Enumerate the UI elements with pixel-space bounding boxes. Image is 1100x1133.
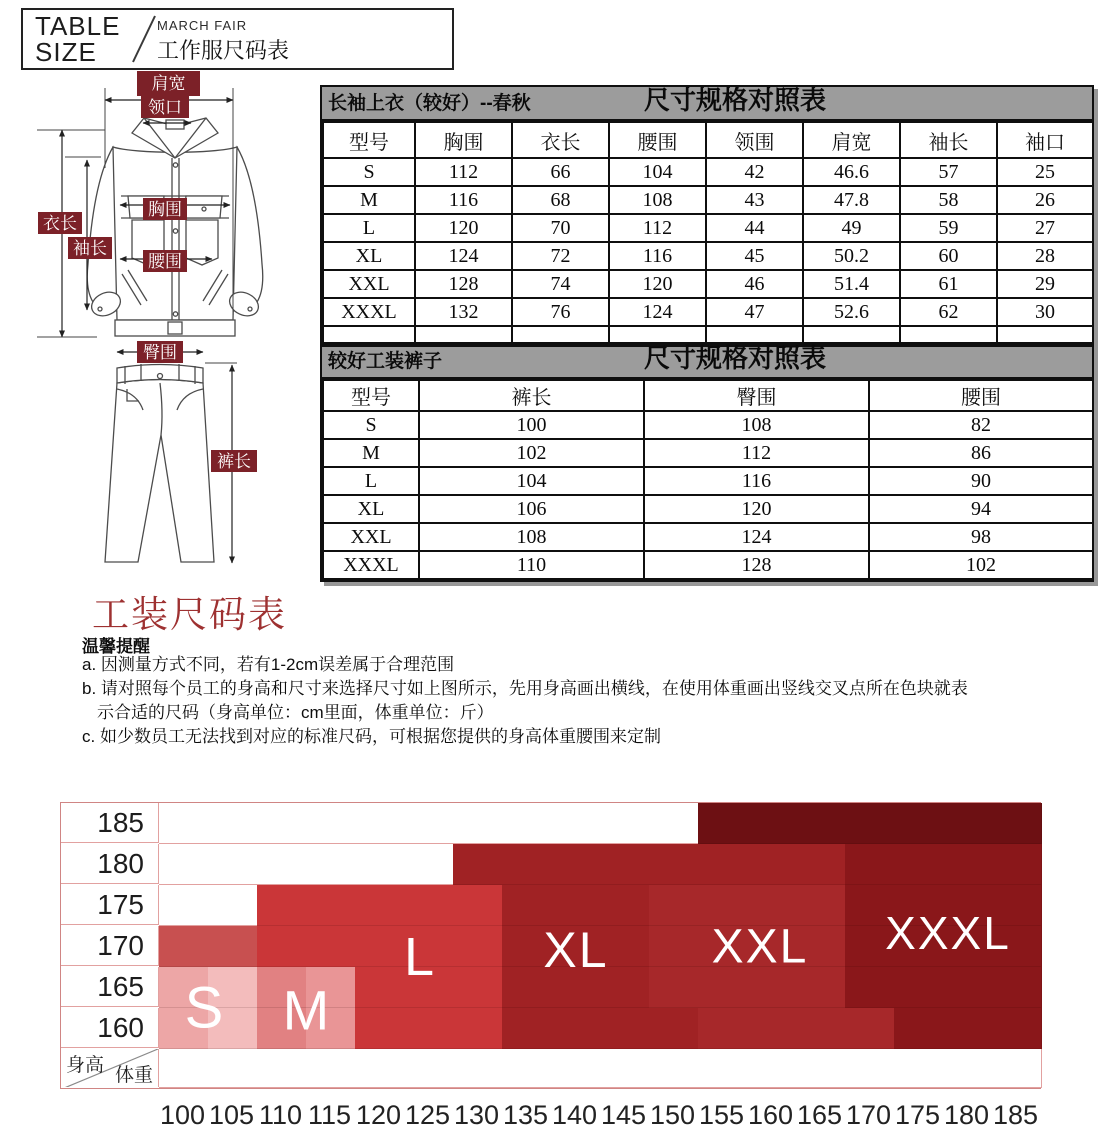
cell: 59 [900, 214, 997, 242]
cell: 116 [644, 467, 869, 495]
heatmap-cell [355, 926, 405, 967]
heatmap-cell [453, 1049, 503, 1088]
heatmap-cell [355, 967, 405, 1008]
heatmap-cell [649, 967, 699, 1008]
cell [900, 326, 997, 343]
heatmap-cell [649, 803, 699, 844]
reminder-title: 温馨提醒 [82, 637, 150, 656]
svg-text:袖长: 袖长 [73, 239, 107, 258]
heatmap-cell [502, 1049, 552, 1088]
x-axis-label: 115 [307, 1100, 352, 1130]
cell [997, 326, 1093, 343]
cell: 124 [415, 242, 512, 270]
heatmap-cell [845, 1049, 895, 1088]
heatmap-cell [404, 885, 454, 926]
cell: 112 [644, 439, 869, 467]
logo-subtitle: 工作服尺码表 [157, 38, 290, 63]
x-axis-label: 140 [551, 1100, 598, 1130]
pants-table-title: 尺寸规格对照表 [644, 343, 827, 373]
cell: 98 [869, 523, 1093, 551]
cell: 49 [803, 214, 900, 242]
heatmap-cell [796, 803, 846, 844]
heatmap-cell [894, 1008, 944, 1049]
y-axis-label: 160 [61, 1008, 159, 1048]
section-title: 工装尺码表 [92, 594, 287, 635]
jacket-table-title: 尺寸规格对照表 [644, 85, 827, 115]
cell: 108 [644, 411, 869, 439]
cell: 112 [609, 214, 706, 242]
heatmap-cell [649, 1008, 699, 1049]
heatmap-cell [894, 967, 944, 1008]
heatmap-cell [845, 803, 895, 844]
cell: 86 [869, 439, 1093, 467]
cell: 70 [512, 214, 609, 242]
heatmap-cell [649, 844, 699, 885]
note-a: a. 因测量方式不同，若有1-2cm误差属于合理范围 [82, 655, 455, 674]
heatmap-cell [943, 1049, 993, 1088]
table-row [323, 495, 1093, 523]
heatmap-cell [257, 803, 307, 844]
heatmap-cell [257, 885, 307, 926]
table-row [323, 467, 1093, 495]
heatmap-cell [355, 1008, 405, 1049]
heatmap-cell [355, 885, 405, 926]
x-axis-label: 165 [796, 1100, 843, 1130]
cell: XXXL [323, 551, 419, 579]
pants-diagram [85, 340, 315, 575]
heatmap-cell [698, 1049, 748, 1088]
svg-text:衣长: 衣长 [43, 214, 77, 233]
heatmap-cell [551, 803, 601, 844]
cell: 29 [997, 270, 1093, 298]
x-axis-label: 175 [894, 1100, 941, 1130]
cell: 82 [869, 411, 1093, 439]
cell: L [323, 467, 419, 495]
heatmap-cell [796, 844, 846, 885]
heatmap-cell [404, 1049, 454, 1088]
cell: 74 [512, 270, 609, 298]
cell: 61 [900, 270, 997, 298]
x-axis-label: 160 [747, 1100, 794, 1130]
note-c: c. 如少数员工无法找到对应的标准尺码，可根据您提供的身高体重腰围来定制 [82, 727, 661, 746]
header-row [323, 122, 1093, 158]
cell: XXL [323, 270, 415, 298]
cell: XXXL [323, 298, 415, 326]
brand-name: MARCH FAIR [157, 18, 248, 33]
x-axis-label: 120 [355, 1100, 402, 1130]
pants-table-title-bar [322, 343, 1092, 379]
header-row [323, 380, 1093, 411]
x-axis-label: 135 [502, 1100, 549, 1130]
cell: 25 [997, 158, 1093, 186]
cell: 50.2 [803, 242, 900, 270]
svg-text:腰围: 腰围 [148, 252, 182, 271]
heatmap-cell [502, 1008, 552, 1049]
heatmap-cell [796, 1049, 846, 1088]
cell: 27 [997, 214, 1093, 242]
cell: 42 [706, 158, 803, 186]
table-row [323, 158, 1093, 186]
cell: 45 [706, 242, 803, 270]
heatmap-cell [159, 844, 209, 885]
heatmap-cell [600, 844, 650, 885]
svg-text:裤长: 裤长 [217, 452, 251, 471]
heatmap-cell [747, 1008, 797, 1049]
heatmap-cell [992, 1049, 1042, 1088]
heatmap-cell [600, 1049, 650, 1088]
cell: 62 [900, 298, 997, 326]
x-axis-label: 170 [845, 1100, 892, 1130]
cell: 110 [419, 551, 644, 579]
cell: 46 [706, 270, 803, 298]
collar-label [141, 96, 189, 118]
table-row [323, 242, 1093, 270]
logo-box [21, 8, 454, 70]
y-axis-label: 180 [61, 844, 159, 884]
y-axis-label: 175 [61, 885, 159, 925]
heatmap-cell [992, 803, 1042, 844]
heatmap-cell [992, 967, 1042, 1008]
cell: 124 [644, 523, 869, 551]
cell: 108 [609, 186, 706, 214]
cell: 132 [415, 298, 512, 326]
heatmap-cell [453, 803, 503, 844]
heatmap-cell [159, 1049, 209, 1088]
heatmap-cell [208, 844, 258, 885]
note-b: b. 请对照每个员工的身高和尺寸来选择尺寸如上图所示，先用身高画出横线，在使用体重画出竖线交叉点所在色块就表 [82, 679, 968, 698]
heatmap-cell [698, 844, 748, 885]
heatmap-cell [208, 803, 258, 844]
chest-label [143, 198, 187, 220]
cell: 66 [512, 158, 609, 186]
heatmap-cell [159, 885, 209, 926]
cell: 124 [609, 298, 706, 326]
cell: XL [323, 495, 419, 523]
y-axis-title: 身高 [66, 1055, 105, 1076]
heatmap-cell [257, 926, 307, 967]
x-axis-label: 130 [453, 1100, 500, 1130]
cell: 51.4 [803, 270, 900, 298]
cell: L [323, 214, 415, 242]
size-region-label: XL [543, 922, 609, 978]
shoulder-width-label [137, 71, 200, 96]
heatmap-cell [257, 1049, 307, 1088]
axis-corner-cell [61, 1049, 159, 1087]
cell: 60 [900, 242, 997, 270]
cell: 76 [512, 298, 609, 326]
heatmap-cell [404, 803, 454, 844]
y-axis-label: 165 [61, 967, 159, 1007]
cell: 46.6 [803, 158, 900, 186]
size-heatmap [60, 802, 1041, 1131]
cell: 116 [415, 186, 512, 214]
jacket-table-name: 长袖上衣（较好）--春秋 [328, 93, 531, 114]
heatmap-cell [551, 1049, 601, 1088]
cell: 120 [415, 214, 512, 242]
column-header: 衣长 [512, 122, 609, 158]
heatmap-cell [404, 1008, 454, 1049]
heatmap-cell [845, 1008, 895, 1049]
heatmap-cell [845, 844, 895, 885]
heatmap-cell [208, 926, 258, 967]
cell: 90 [869, 467, 1093, 495]
logo-line2: SIZE [35, 37, 97, 67]
cell: XXL [323, 523, 419, 551]
table-row [323, 270, 1093, 298]
heatmap-cell [355, 1049, 405, 1088]
cell: 102 [419, 439, 644, 467]
jacket-length-label [38, 212, 82, 234]
heatmap-cell [306, 844, 356, 885]
heatmap-cell [159, 803, 209, 844]
heatmap-cell [698, 1008, 748, 1049]
x-axis-label: 155 [698, 1100, 745, 1130]
logo-line1: TABLE [35, 11, 121, 41]
cell: 116 [609, 242, 706, 270]
heatmap-cell [649, 885, 699, 926]
heatmap-cell [551, 844, 601, 885]
heatmap-cell [649, 926, 699, 967]
notes-block [82, 653, 968, 749]
x-axis-label: 110 [258, 1100, 303, 1130]
table-row [323, 411, 1093, 439]
svg-text:领口: 领口 [148, 98, 182, 117]
column-header: 腰围 [869, 380, 1093, 411]
cell: 43 [706, 186, 803, 214]
cell: 57 [900, 158, 997, 186]
heatmap-cell [943, 803, 993, 844]
heatmap-cell [453, 844, 503, 885]
column-header: 腰围 [609, 122, 706, 158]
cell [512, 326, 609, 343]
heatmap-cell [306, 803, 356, 844]
jacket-diagram [25, 68, 315, 348]
size-region-label: M [282, 978, 332, 1042]
jacket-size-table [320, 85, 1094, 346]
heatmap-cell [453, 967, 503, 1008]
column-header: 胸围 [415, 122, 512, 158]
column-header: 袖长 [900, 122, 997, 158]
table-row [323, 214, 1093, 242]
cell: 128 [644, 551, 869, 579]
heatmap-cell [992, 1008, 1042, 1049]
size-region-label: L [403, 927, 437, 987]
cell [323, 326, 415, 343]
cell: 106 [419, 495, 644, 523]
cell: 104 [609, 158, 706, 186]
cell: 28 [997, 242, 1093, 270]
table-row [323, 186, 1093, 214]
cell: S [323, 158, 415, 186]
cell: 58 [900, 186, 997, 214]
x-axis-label: 145 [600, 1100, 647, 1130]
heatmap-cell [894, 803, 944, 844]
heatmap-cell [551, 885, 601, 926]
cell: 120 [644, 495, 869, 523]
cell: XL [323, 242, 415, 270]
heatmap-cell [894, 844, 944, 885]
cell: 26 [997, 186, 1093, 214]
heatmap-cell [845, 967, 895, 1008]
cell: 52.6 [803, 298, 900, 326]
heatmap-cell [943, 844, 993, 885]
x-axis-label: 100 [159, 1100, 206, 1130]
heatmap-cell [600, 803, 650, 844]
pants-size-table [320, 345, 1094, 582]
table-row [323, 551, 1093, 579]
y-axis-label: 185 [61, 803, 159, 843]
cell: 44 [706, 214, 803, 242]
heatmap-cell [600, 1008, 650, 1049]
heatmap-cell [894, 1049, 944, 1088]
svg-text:臀围: 臀围 [143, 343, 177, 362]
cell: 94 [869, 495, 1093, 523]
heatmap-cell [453, 1008, 503, 1049]
x-axis-label: 125 [404, 1100, 451, 1130]
pants-table-name: 较好工装裤子 [328, 351, 443, 372]
heatmap-cell [747, 803, 797, 844]
heatmap-cell [306, 926, 356, 967]
size-region-label: XXL [711, 920, 809, 974]
cell: 102 [869, 551, 1093, 579]
size-region-label: XXXL [885, 907, 1011, 959]
heatmap-cell [257, 844, 307, 885]
cell: 30 [997, 298, 1093, 326]
x-axis-label: 105 [208, 1100, 255, 1130]
column-header: 臀围 [644, 380, 869, 411]
table-row [323, 439, 1093, 467]
cell: M [323, 439, 419, 467]
cell: 72 [512, 242, 609, 270]
heatmap-cell [747, 1049, 797, 1088]
hip-label [137, 341, 183, 363]
svg-text:胸围: 胸围 [148, 200, 182, 219]
heatmap-cell [306, 885, 356, 926]
heatmap-cell [698, 803, 748, 844]
x-axis-title: 体重 [114, 1065, 153, 1086]
heatmap-cell [208, 1049, 258, 1088]
heatmap-cell [355, 803, 405, 844]
cell: 100 [419, 411, 644, 439]
heatmap-cell [502, 885, 552, 926]
heatmap-cell [551, 1008, 601, 1049]
cell: 47.8 [803, 186, 900, 214]
cell: 104 [419, 467, 644, 495]
pants-length-label [211, 450, 257, 472]
cell: 47 [706, 298, 803, 326]
pants-table-grid [322, 379, 1094, 580]
cell: 112 [415, 158, 512, 186]
heatmap-cell [943, 967, 993, 1008]
column-header: 袖口 [997, 122, 1093, 158]
x-axis-label: 185 [992, 1100, 1039, 1130]
column-header: 肩宽 [803, 122, 900, 158]
heatmap-cell [992, 844, 1042, 885]
cell: 128 [415, 270, 512, 298]
x-axis-labels [60, 1100, 1041, 1131]
heatmap-cell [404, 844, 454, 885]
heatmap-cell [355, 844, 405, 885]
column-header: 裤长 [419, 380, 644, 411]
sleeve-length-label [68, 237, 112, 259]
cell: 68 [512, 186, 609, 214]
y-axis-label: 170 [61, 926, 159, 966]
heatmap-cell [306, 1049, 356, 1088]
heatmap-cell [747, 844, 797, 885]
jacket-table-grid [322, 121, 1094, 344]
cell: 108 [419, 523, 644, 551]
heatmap-cell [796, 1008, 846, 1049]
column-header: 领围 [706, 122, 803, 158]
slash-icon [125, 12, 161, 66]
waist-label [143, 250, 187, 272]
note-b-continued: 示合适的尺码（身高单位：cm里面，体重单位：斤） [97, 703, 494, 722]
column-header: 型号 [323, 122, 415, 158]
heatmap-cell [159, 926, 209, 967]
heatmap-cell [208, 885, 258, 926]
jacket-table-title-bar [322, 87, 1092, 121]
x-axis-label: 180 [943, 1100, 990, 1130]
heatmap-cell [453, 926, 503, 967]
heatmap-cell [943, 1008, 993, 1049]
cell: S [323, 411, 419, 439]
table-row [323, 298, 1093, 326]
column-header: 型号 [323, 380, 419, 411]
table-row [323, 523, 1093, 551]
cell: 120 [609, 270, 706, 298]
cell: M [323, 186, 415, 214]
size-region-label: S [184, 975, 226, 1041]
svg-text:肩宽: 肩宽 [151, 74, 186, 93]
x-axis-label: 150 [649, 1100, 696, 1130]
heatmap-cell [502, 803, 552, 844]
heatmap-cell [600, 885, 650, 926]
cell [415, 326, 512, 343]
heatmap-cell [453, 885, 503, 926]
heatmap-cell [649, 1049, 699, 1088]
heatmap-cell [502, 844, 552, 885]
